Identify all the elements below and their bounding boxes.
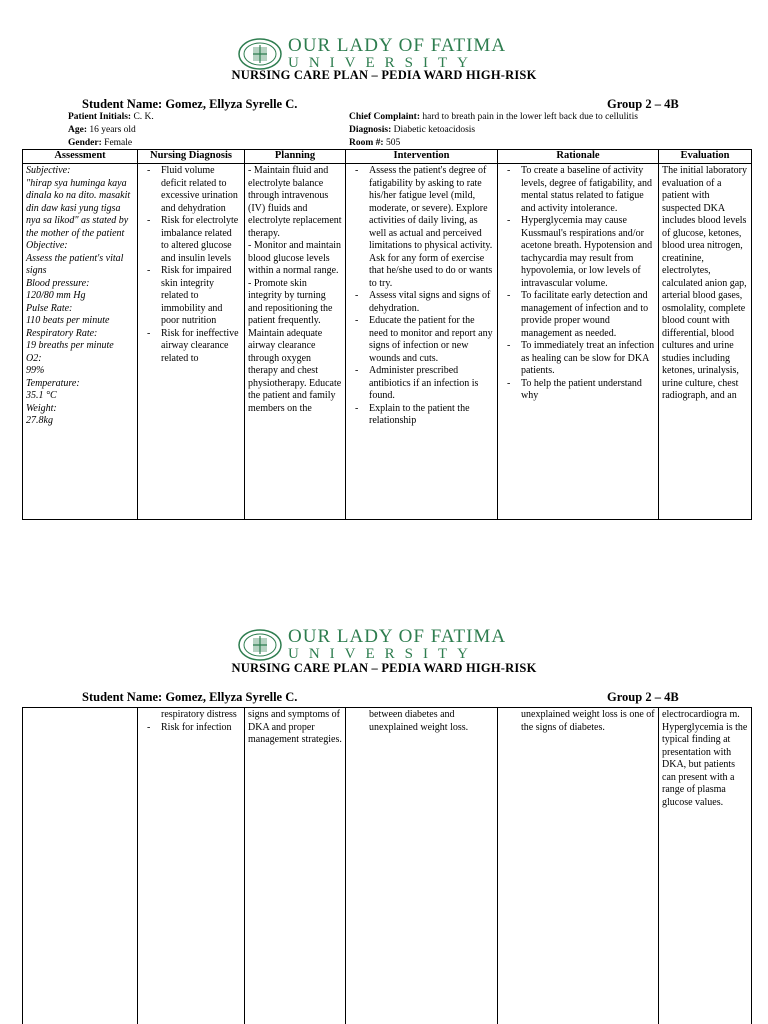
rationale-item: - To facilitate early detection and management of infection and to provide proper wound management as needed. bbox=[501, 290, 655, 340]
room-number: 505 bbox=[385, 138, 401, 148]
diagnosis-item: - Fluid volume deficit related to excessive urination and dehydration bbox=[141, 165, 241, 215]
assessment-line: Weight: bbox=[26, 402, 57, 414]
planning-item: - Promote skin integrity by turning and repositioning the patient frequently. Maintain adequate airway clearance through oxygen therapy and chest physiotherapy. Educate the patient and family members on the bbox=[248, 277, 342, 414]
planning-item: - Monitor and maintain blood glucose levels within a normal range. bbox=[248, 240, 342, 276]
evaluation-cell: The initial laboratory evaluation of a patient with suspected DKA includes blood levels of glucose, ketones, blood urea nitrogen, creatinine, electrolytes, calculated anion gap, arterial blood gases, osmolality, complete blood count with differential, blood cultures and urine studies including ketones, urinalysis, urine culture, chest radiograph, and an bbox=[659, 164, 752, 520]
assessment-line: Subjective: bbox=[26, 165, 71, 176]
nursing-diagnosis-cell bbox=[138, 708, 245, 1024]
header-rationale: Rationale bbox=[498, 150, 659, 164]
planning-item: - Maintain fluid and electrolyte balance through intravenous (IV) fluids and electrolyte replacement therapy. bbox=[248, 165, 342, 239]
planning-cell bbox=[245, 164, 346, 520]
intervention-item: - Assess the patient's degree of fatigability by asking to rate his/her fatigue level (mild, moderate, or severe). Explore activities of daily living, as well as actual and perceived limitations to physical activity. Ask for any form of exercise that he/she used to do or wants to try. bbox=[349, 165, 494, 290]
university-seal-icon bbox=[238, 629, 282, 661]
logo-line-2: UNIVERSITY bbox=[288, 55, 478, 71]
diagnosis-item: - Risk for impaired skin integrity related to immobility and poor nutrition bbox=[141, 265, 241, 328]
rationale-item: - To create a baseline of activity levels, degree of fatigability, and mental status related to fatigue and activity intolerance. bbox=[501, 165, 655, 215]
rationale-cell bbox=[498, 708, 659, 1024]
assessment-line: Temperature: bbox=[26, 377, 80, 389]
assessment-line: 99% bbox=[26, 365, 45, 376]
assessment-line: 35.1 °C bbox=[26, 390, 57, 401]
table-row bbox=[23, 164, 752, 520]
header-assessment: Assessment bbox=[23, 150, 138, 164]
rationale-cell bbox=[498, 164, 659, 520]
patient-info-left bbox=[68, 111, 154, 150]
student-name: Student Name: Gomez, Ellyza Syrelle C. bbox=[82, 690, 298, 704]
assessment-line: "hirap sya huminga kaya dinala ko na dito. masakit din daw kasi yung tigsa nya sa likod" as stated by the mother of the patient bbox=[26, 177, 131, 239]
nursing-diagnosis-cell bbox=[138, 164, 245, 520]
gender-label: Gender: bbox=[68, 138, 102, 148]
assessment-line: O2: bbox=[26, 352, 42, 364]
patient-age: 16 years old bbox=[89, 125, 136, 135]
logo-line-2: UNIVERSITY bbox=[288, 646, 478, 662]
care-plan-table-continued bbox=[22, 707, 752, 1024]
assessment-line: Pulse Rate: bbox=[26, 302, 73, 314]
document-title: NURSING CARE PLAN – PEDIA WARD HIGH-RISK bbox=[231, 661, 537, 675]
evaluation-cell: electrocardiogra m. Hyperglycemia is the typical finding at presentation with DKA, but patients can present with a range of plasma glucose values. bbox=[659, 708, 752, 1024]
table-header-row bbox=[23, 150, 752, 164]
header-planning: Planning bbox=[245, 150, 346, 164]
assessment-line: Objective: bbox=[26, 240, 68, 251]
rationale-item: - To help the patient understand why bbox=[501, 378, 655, 403]
diagnosis-item: - Risk for infection bbox=[141, 722, 241, 735]
intervention-item: - Explain to the patient the relationship bbox=[349, 403, 494, 428]
page-2 bbox=[0, 600, 768, 1024]
university-seal-icon bbox=[238, 38, 282, 70]
header-nursing-diagnosis: Nursing Diagnosis bbox=[138, 150, 245, 164]
assessment-cell bbox=[23, 708, 138, 1024]
chief-complaint-label: Chief Complaint: bbox=[349, 112, 420, 122]
group-label: Group 2 – 4B bbox=[607, 97, 679, 111]
assessment-line: 19 breaths per minute bbox=[26, 340, 114, 351]
document-title: NURSING CARE PLAN – PEDIA WARD HIGH-RISK bbox=[231, 68, 537, 82]
assessment-line: 120/80 mm Hg bbox=[26, 290, 86, 301]
planning-cell: signs and symptoms of DKA and proper management strategies. bbox=[245, 708, 346, 1024]
intervention-cell bbox=[346, 164, 498, 520]
intervention-item: - Administer prescribed antibiotics if an infection is found. bbox=[349, 365, 494, 403]
table-row bbox=[23, 708, 752, 1024]
university-logo bbox=[238, 627, 506, 662]
group-label: Group 2 – 4B bbox=[607, 690, 679, 704]
patient-gender: Female bbox=[104, 138, 133, 148]
assessment-line: 27.8kg bbox=[26, 415, 53, 426]
diagnosis-item: - Risk for electrolyte imbalance related to altered glucose and insulin levels bbox=[141, 215, 241, 265]
chief-complaint: hard to breath pain in the lower left back due to cellulitis bbox=[422, 112, 638, 122]
age-label: Age: bbox=[68, 125, 87, 135]
header-evaluation: Evaluation bbox=[659, 150, 752, 164]
patient-info-right bbox=[349, 111, 638, 150]
student-name: Student Name: Gomez, Ellyza Syrelle C. bbox=[82, 97, 298, 111]
assessment-line: 110 beats per minute bbox=[26, 315, 110, 326]
room-label: Room #: bbox=[349, 138, 384, 148]
rationale-item-continued: unexplained weight loss is one of the signs of diabetes. bbox=[521, 709, 655, 733]
logo-line-1: OUR LADY OF FATIMA bbox=[288, 626, 507, 647]
patient-initials-label: Patient Initials: bbox=[68, 112, 132, 122]
header-intervention: Intervention bbox=[346, 150, 498, 164]
diagnosis-label: Diagnosis: bbox=[349, 125, 392, 135]
rationale-item: - Hyperglycemia may cause Kussmaul's respirations and/or acetone breath. Hypotension and tachycardia may result from hypovolemia, or low levels of intravascular volume. bbox=[501, 215, 655, 290]
university-logo bbox=[238, 36, 506, 71]
intervention-item: - Assess vital signs and signs of dehydration. bbox=[349, 290, 494, 315]
logo-line-1: OUR LADY OF FATIMA bbox=[288, 35, 507, 56]
diagnosis: Diabetic ketoacidosis bbox=[393, 125, 476, 135]
rationale-item: - To immediately treat an infection as healing can be slow for DKA patients. bbox=[501, 340, 655, 378]
intervention-item: - Educate the patient for the need to monitor and report any signs of infection or new wounds and cuts. bbox=[349, 315, 494, 365]
assessment-line: Blood pressure: bbox=[26, 277, 90, 289]
intervention-item-continued: between diabetes and unexplained weight loss. bbox=[369, 709, 469, 733]
assessment-line: Respiratory Rate: bbox=[26, 327, 98, 339]
patient-initials: C. K. bbox=[133, 112, 154, 122]
care-plan-table bbox=[22, 149, 752, 520]
diagnosis-item: - Risk for ineffective airway clearance related to bbox=[141, 328, 241, 366]
assessment-line: Assess the patient's vital signs bbox=[26, 252, 124, 276]
intervention-cell bbox=[346, 708, 498, 1024]
assessment-cell bbox=[23, 164, 138, 520]
diagnosis-item-continued: respiratory distress bbox=[161, 709, 237, 720]
